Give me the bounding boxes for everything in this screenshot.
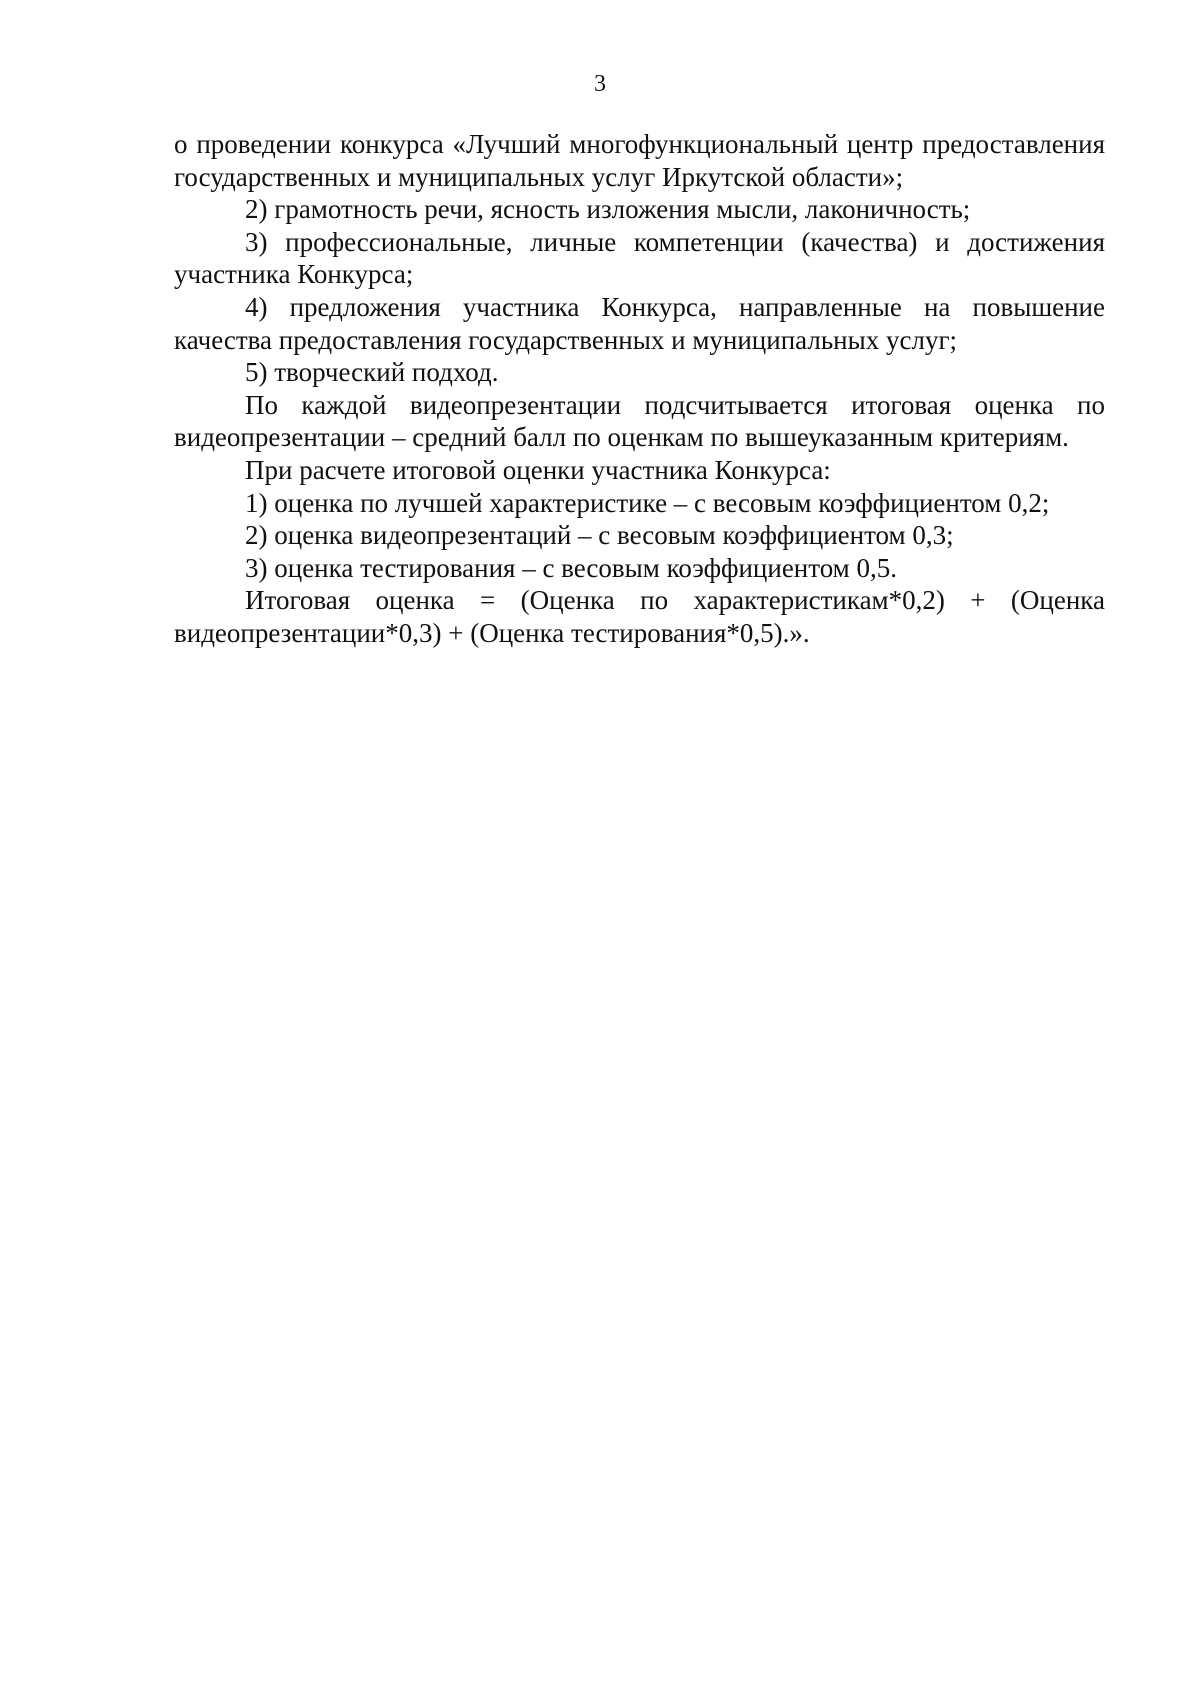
criterion-4: 4) предложения участника Конкурса, направленные на повышение качества предоставления государственных и муниципальных услуг; xyxy=(174,291,1105,355)
criterion-3: 3) профессиональные, личные компетенции (качества) и достижения участника Конкурса; xyxy=(174,226,1105,290)
document-body xyxy=(174,128,1105,650)
page-number: 3 xyxy=(594,71,606,97)
criterion-5: 5) творческий подход. xyxy=(245,357,499,388)
final-score-intro: При расчете итоговой оценки участника Конкурса: xyxy=(245,454,831,485)
criterion-2: 2) грамотность речи, ясность изложения мысли, лаконичность; xyxy=(245,194,971,225)
weight-item-2: 2) оценка видеопрезентаций – с весовым коэффициентом 0,3; xyxy=(245,520,954,551)
weight-item-1: 1) оценка по лучшей характеристике – с весовым коэффициентом 0,2; xyxy=(245,487,1050,518)
paragraph-continuation: о проведении конкурса «Лучший многофункциональный центр предоставления государственных и муниципальных услуг Иркутской области»; xyxy=(174,129,1105,192)
video-score-paragraph: По каждой видеопрезентации подсчитывается итоговая оценка по видеопрезентации – средний балл по оценкам по вышеуказанным критериям. xyxy=(174,389,1105,453)
final-score-formula: Итоговая оценка = (Оценка по характеристикам*0,2) + (Оценка видеопрезентации*0,3) + (Оценка тестирования*0,5).». xyxy=(174,585,1105,648)
weight-item-3: 3) оценка тестирования – с весовым коэффициентом 0,5. xyxy=(245,552,898,583)
